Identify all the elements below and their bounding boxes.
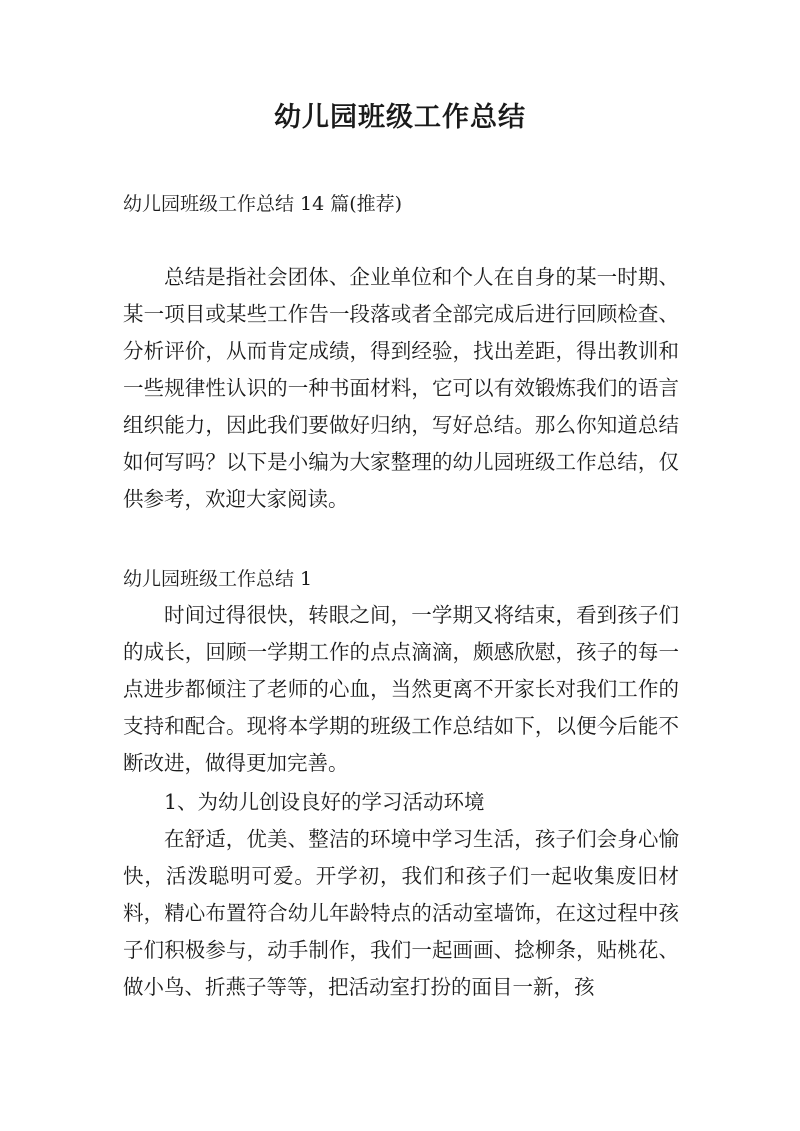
subsection-body-paragraph: 在舒适，优美、整洁的环境中学习生活，孩子们会身心愉快，活泼聪明可爱。开学初，我们和孩子们一起收集废旧材料，精心布置符合幼儿年龄特点的活动室墙饰，在这过程中孩子们积极参与，动手制作，我们一起画画、捻柳条，贴桃花、做小鸟、折燕子等等，把活动室打扮的面目一新，孩 [123, 827, 679, 999]
document-title: 幼儿园班级工作总结 [274, 102, 526, 133]
intro-paragraph: 总结是指社会团体、企业单位和个人在自身的某一时期、某一项目或某些工作告一段落或者全部完成后进行回顾检查、分析评价，从而肯定成绩，得到经验，找出差距，得出教训和一些规律性认识的一种书面材料，它可以有效锻炼我们的语言组织能力，因此我们要做好归纳，写好总结。那么你知道总结如何写吗？以下是小编为大家整理的幼儿园班级工作总结，仅供参考，欢迎大家阅读。 [123, 265, 679, 511]
document-subtitle: 幼儿园班级工作总结 14 篇(推荐) [123, 193, 403, 215]
subsection-heading: 1、为幼儿创设良好的学习活动环境 [164, 790, 485, 814]
section-body-paragraph: 时间过得很快，转眼之间，一学期又将结束，看到孩子们的成长，回顾一学期工作的点点滴滴，颇感欣慰，孩子的每一点进步都倾注了老师的心血，当然更离不开家长对我们工作的支持和配合。现将本学期的班级工作总结如下，以便今后能不断改进，做得更加完善。 [123, 603, 679, 775]
section-heading: 幼儿园班级工作总结 1 [123, 568, 313, 590]
